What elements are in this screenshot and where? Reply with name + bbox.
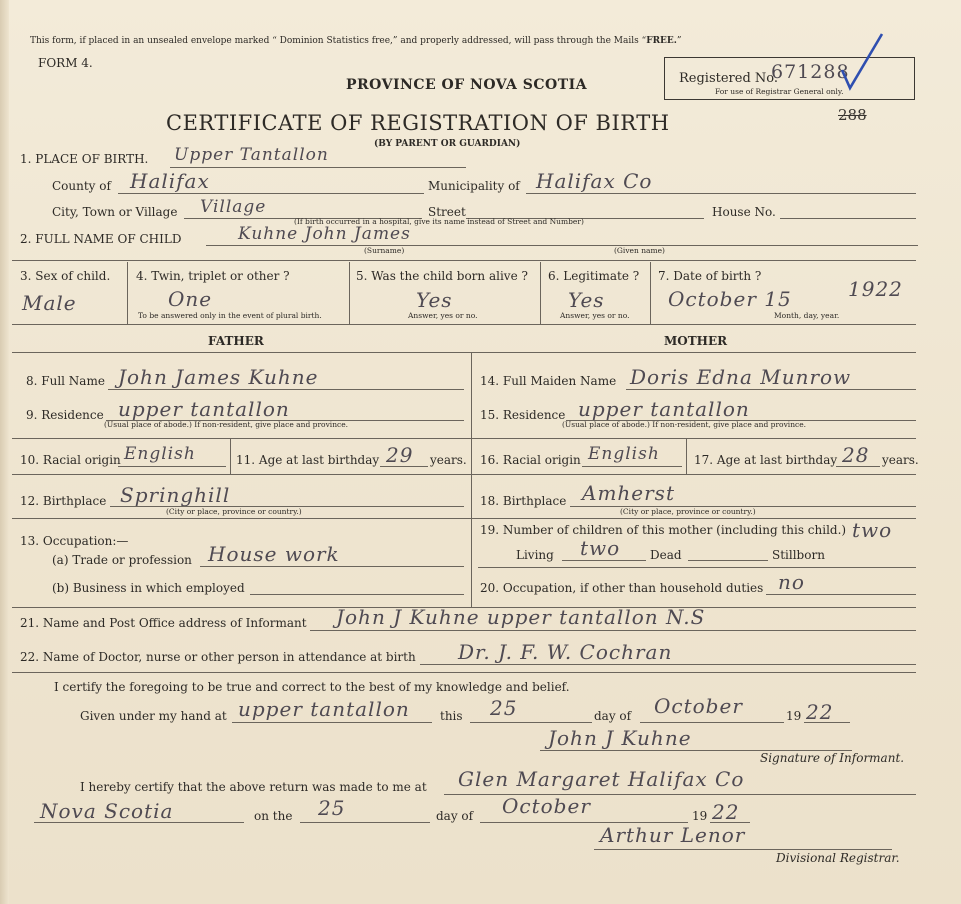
informant-line <box>310 630 916 631</box>
row-divider <box>12 672 916 673</box>
trade-value: House work <box>208 542 340 566</box>
children-count-value: two <box>852 518 893 542</box>
house-label: House No. <box>712 205 776 219</box>
father-residence-note: (Usual place of abode.) If non-resident, give place and province. <box>104 420 349 429</box>
place-of-birth-label: 1. PLACE OF BIRTH. <box>20 152 149 166</box>
registrar-signature-line <box>594 849 892 850</box>
row-divider <box>12 474 471 475</box>
doctor-value: Dr. J. F. W. Cochran <box>458 640 673 664</box>
county-value: Halifax <box>130 169 210 193</box>
twin-value: One <box>168 287 213 311</box>
row-divider <box>471 518 916 519</box>
mother-residence-value: upper tantallon <box>578 397 750 421</box>
living-line <box>562 560 646 561</box>
mother-birthplace-note: (City or place, province or country.) <box>620 507 756 516</box>
mother-age-line <box>836 466 880 467</box>
county-line <box>118 193 424 194</box>
col-divider <box>127 262 128 324</box>
certificate-title: CERTIFICATE OF REGISTRATION OF BIRTH <box>166 111 670 135</box>
living-label: Living <box>516 548 554 562</box>
stillborn-label: Stillborn <box>772 548 825 562</box>
row-divider <box>12 260 916 261</box>
alive-value: Yes <box>416 288 453 312</box>
mother-residence-note: (Usual place of abode.) If non-resident, give place and province. <box>562 420 807 429</box>
mother-occupation-label: 20. Occupation, if other than household duties <box>480 581 764 595</box>
certify-statement: I certify the foregoing to be true and correct to the best of my knowledge and belief. <box>54 680 570 694</box>
given-place-value: upper tantallon <box>238 697 410 721</box>
father-years: years. <box>430 453 467 467</box>
given-name-note: (Given name) <box>614 246 665 255</box>
col-divider <box>349 262 350 324</box>
registrar-statement: I hereby certify that the above return was made to me at <box>80 780 427 794</box>
registrar-day-line <box>300 822 430 823</box>
father-residence-label: 9. Residence <box>26 408 104 422</box>
house-line <box>780 218 916 219</box>
registrar-day-value: 25 <box>318 796 346 820</box>
city-label: City, Town or Village <box>52 205 178 219</box>
twin-label: 4. Twin, triplet or other ? <box>136 269 290 283</box>
mother-age-value: 28 <box>842 443 870 467</box>
dob-year: 1922 <box>848 277 903 301</box>
county-label: County of <box>52 179 111 193</box>
sex-value: Male <box>22 291 77 315</box>
registrar-on-the: on the <box>254 809 293 823</box>
trade-line <box>200 566 464 567</box>
doctor-label: 22. Name of Doctor, nurse or other person in attendance at birth <box>20 650 416 664</box>
twin-note: To be answered only in the event of plural birth. <box>138 311 322 320</box>
mother-racial-line <box>582 466 682 467</box>
row-divider <box>471 438 916 439</box>
street-label: Street <box>428 205 466 219</box>
registered-label: Registered No. <box>679 71 779 86</box>
child-name-label: 2. FULL NAME OF CHILD <box>20 232 182 246</box>
mother-years: years. <box>882 453 919 467</box>
place-line <box>170 167 466 168</box>
informant-value: John J Kuhne upper tantallon N.S <box>336 605 706 629</box>
father-racial-value: English <box>124 444 196 464</box>
certify-year-line <box>804 722 850 723</box>
certify-year-prefix: 19 <box>786 709 802 723</box>
legitimate-label: 6. Legitimate ? <box>548 269 640 283</box>
children-count-label: 19. Number of children of this mother (including this child.) <box>480 523 847 537</box>
child-name-line <box>206 245 918 246</box>
stamp-number: 288 <box>838 106 867 124</box>
row-divider <box>471 474 916 475</box>
mail-notice <box>30 36 682 47</box>
registrar-general-note: For use of Registrar General only. <box>715 87 844 96</box>
father-birthplace-value: Springhill <box>120 483 231 507</box>
row-divider <box>12 518 471 519</box>
certify-month-value: October <box>654 694 743 718</box>
province-heading: PROVINCE OF NOVA SCOTIA <box>346 77 588 93</box>
father-age-label: 11. Age at last birthday <box>236 453 380 467</box>
col-divider <box>230 438 231 474</box>
dead-label: Dead <box>650 548 682 562</box>
legitimate-value: Yes <box>568 288 605 312</box>
mother-name-label: 14. Full Maiden Name <box>480 374 617 388</box>
certificate-subtitle: (BY PARENT OR GUARDIAN) <box>374 139 521 149</box>
mother-name-value: Doris Edna Munrow <box>630 365 852 389</box>
dob-label: 7. Date of birth ? <box>658 269 762 283</box>
father-name-line <box>108 389 464 390</box>
row-divider <box>12 352 916 353</box>
row-divider <box>478 567 916 568</box>
alive-note: Answer, yes or no. <box>408 311 478 320</box>
mother-name-line <box>626 389 916 390</box>
certify-year-value: 22 <box>806 700 834 724</box>
parents-divider <box>471 352 472 607</box>
registrar-place2-value: Nova Scotia <box>40 799 174 823</box>
dead-line <box>688 560 768 561</box>
father-age-value: 29 <box>386 443 414 467</box>
dob-note: Month, day, year. <box>774 311 840 320</box>
city-value: Village <box>200 197 267 217</box>
divisional-registrar-label: Divisional Registrar. <box>776 851 900 865</box>
mother-occupation-line <box>766 594 916 595</box>
father-racial-line <box>118 466 226 467</box>
mother-heading: MOTHER <box>664 334 728 348</box>
given-place-line <box>232 722 432 723</box>
mother-age-label: 17. Age at last birthday <box>694 453 838 467</box>
registrar-day-of: day of <box>436 809 474 823</box>
registrar-signature: Arthur Lenor <box>600 823 746 847</box>
mother-occupation-value: no <box>778 570 805 594</box>
mother-birthplace-value: Amherst <box>582 481 675 505</box>
mail-notice-free: FREE. <box>646 36 677 46</box>
certify-day-of: day of <box>594 709 632 723</box>
registrar-month-value: October <box>502 794 591 818</box>
col-divider <box>686 438 687 474</box>
child-name-value: Kuhne John James <box>238 224 411 244</box>
surname-note: (Surname) <box>364 246 405 255</box>
father-racial-label: 10. Racial origin <box>20 453 121 467</box>
alive-label: 5. Was the child born alive ? <box>356 269 528 283</box>
trade-label: (a) Trade or profession <box>52 553 192 567</box>
informant-signature: John J Kuhne <box>548 726 692 750</box>
registrar-year-value: 22 <box>712 800 740 824</box>
certify-day-value: 25 <box>490 696 518 720</box>
municipality-value: Halifax Co <box>536 169 653 193</box>
dob-value: October 15 <box>668 287 792 311</box>
col-divider <box>650 262 651 324</box>
father-name-label: 8. Full Name <box>26 374 105 388</box>
mother-racial-value: English <box>588 444 660 464</box>
father-residence-value: upper tantallon <box>118 397 290 421</box>
row-divider <box>12 324 916 325</box>
mail-notice-text: This form, if placed in an unsealed envelope marked “ Dominion Statistics free,” and properly addressed, will pass through the Mails “ <box>30 36 647 46</box>
mother-residence-label: 15. Residence <box>480 408 566 422</box>
father-birthplace-note: (City or place, province or country.) <box>166 507 302 516</box>
registrar-place2-line <box>34 822 244 823</box>
legitimate-note: Answer, yes or no. <box>560 311 630 320</box>
mother-racial-label: 16. Racial origin <box>480 453 581 467</box>
living-value: two <box>580 536 621 560</box>
check-mark-icon <box>838 30 886 92</box>
municipality-label: Municipality of <box>428 179 520 193</box>
informant-label: 21. Name and Post Office address of Informant <box>20 616 307 630</box>
street-note: (If birth occurred in a hospital, give its name instead of Street and Number) <box>294 217 584 226</box>
col-divider <box>540 262 541 324</box>
place-of-birth-value: Upper Tantallon <box>174 145 329 165</box>
row-divider <box>12 438 471 439</box>
mother-birthplace-label: 18. Birthplace <box>480 494 567 508</box>
father-birthplace-label: 12. Birthplace <box>20 494 107 508</box>
certify-day-line <box>470 722 592 723</box>
registered-number: 671288 <box>771 61 850 83</box>
doctor-line <box>420 664 916 665</box>
given-under-label: Given under my hand at <box>80 709 227 723</box>
registrar-year-prefix: 19 <box>692 809 708 823</box>
father-heading: FATHER <box>208 334 264 348</box>
paper-fold-edge <box>0 0 9 904</box>
business-label: (b) Business in which employed <box>52 581 245 595</box>
this-label: this <box>440 709 463 723</box>
occupation-label: 13. Occupation:— <box>20 534 129 548</box>
registrar-place-value: Glen Margaret Halifax Co <box>458 767 745 791</box>
father-name-value: John James Kuhne <box>118 365 319 389</box>
mail-notice-close: ” <box>676 36 682 46</box>
certify-month-line <box>640 722 784 723</box>
form-number: FORM 4. <box>38 56 93 70</box>
sex-label: 3. Sex of child. <box>20 269 111 283</box>
signature-of-informant-label: Signature of Informant. <box>760 751 905 765</box>
municipality-line <box>526 193 916 194</box>
business-line <box>250 594 464 595</box>
father-age-line <box>380 466 428 467</box>
